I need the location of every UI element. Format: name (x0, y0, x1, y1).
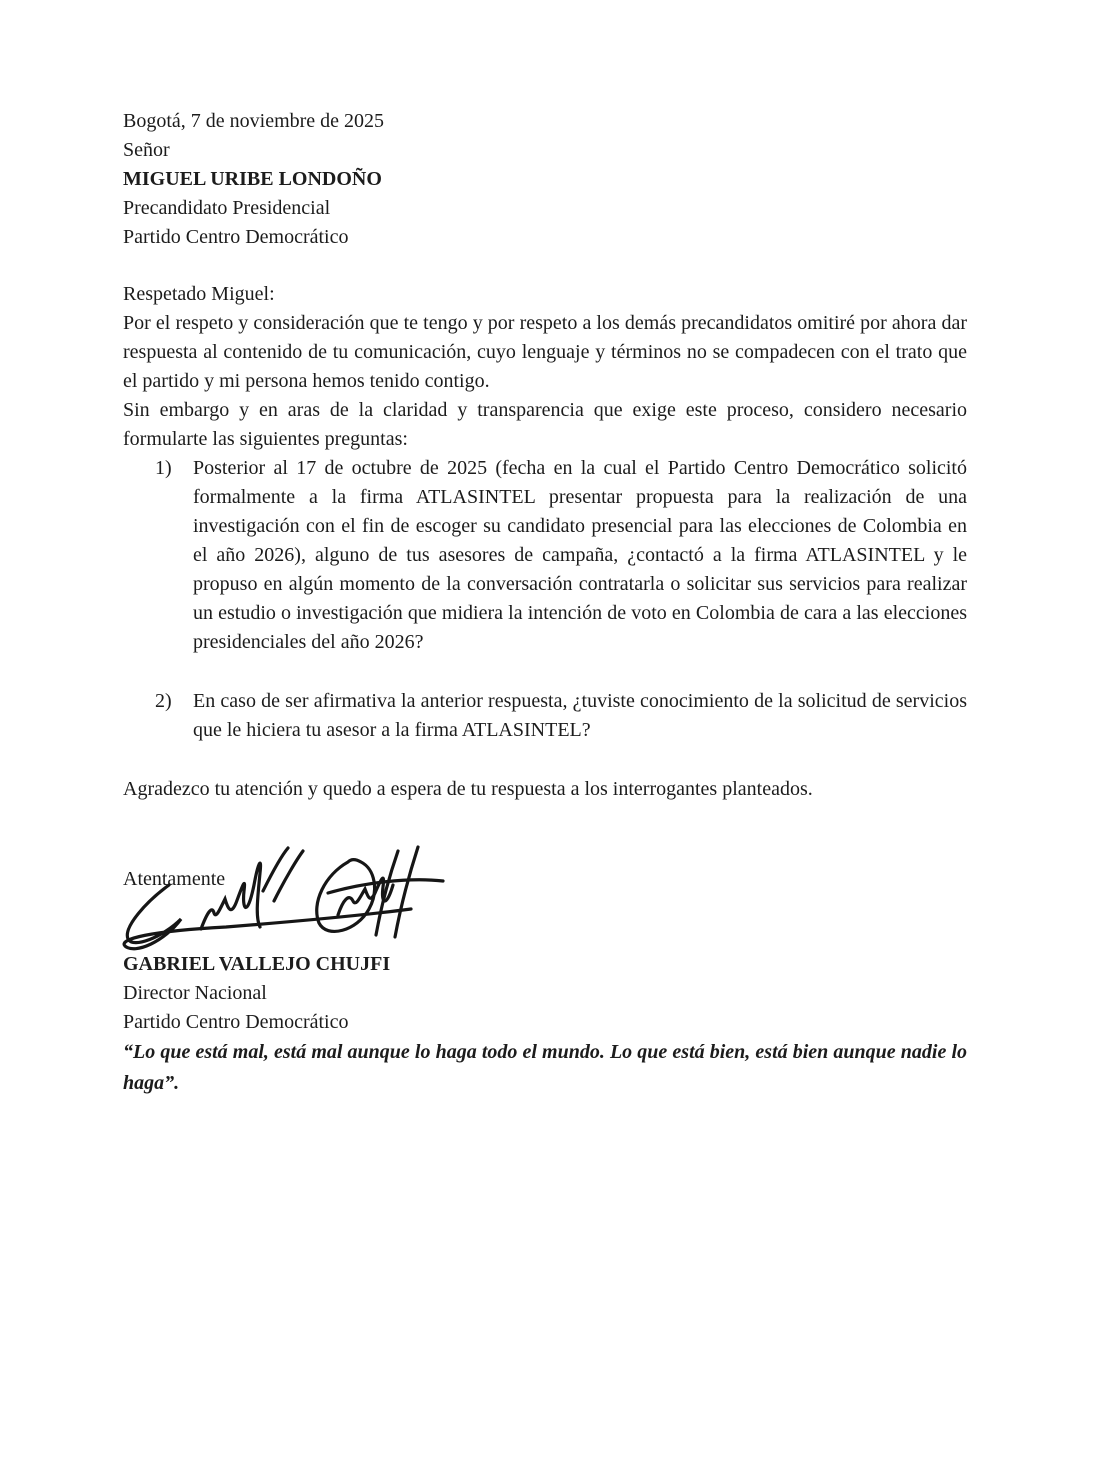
body-paragraph-1: Por el respeto y consideración que te tengo y por respeto a los demás precandidatos omitiré por ahora dar respuesta al contenido de tu comunicación, cuyo lenguaje y términos no se compadecen con el trato que el partido y mi persona hemos tenido contigo. (123, 312, 967, 392)
recipient-name: MIGUEL URIBE LONDOÑO (123, 168, 382, 190)
valediction: Atentamente (123, 868, 226, 890)
question-number: 1) (155, 457, 172, 479)
greeting: Respetado Miguel: (123, 283, 275, 305)
question-text: Posterior al 17 de octubre de 2025 (fecha en la cual el Partido Centro Democrático solicitó formalmente a la firma ATLASINTEL presentar propuesta para la realización de una investigación con el fin de escoger su candidato presencial para las elecciones de Colombia en el año 2026), alguno de tus asesores de campaña, ¿contactó a la firma ATLASINTEL y le propuso en algún momento de la conversación contratarla o solicitar sus servicios para realizar un estudio o investigación que midiera la intención de voto en Colombia de cara a las elecciones presidenciales del año 2026? (193, 457, 967, 653)
motto-quote: “Lo que está mal, está mal aunque lo haga todo el mundo. Lo que está bien, está bien aunque nadie lo haga”. (123, 1041, 967, 1094)
recipient-organization: Partido Centro Democrático (123, 226, 349, 248)
recipient-salutation: Señor (123, 139, 170, 161)
recipient-title: Precandidato Presidencial (123, 197, 331, 219)
signer-organization: Partido Centro Democrático (123, 1011, 349, 1033)
question-text: En caso de ser afirmativa la anterior respuesta, ¿tuviste conocimiento de la solicitud de servicios que le hiciera tu asesor a la firma ATLASINTEL? (193, 690, 967, 741)
questions-list (123, 454, 967, 745)
recipient-block (123, 136, 967, 252)
signer-title: Director Nacional (123, 982, 267, 1004)
signer-name: GABRIEL VALLEJO CHUJFI (123, 953, 391, 975)
signer-block (123, 950, 967, 1037)
signature-area (123, 865, 967, 950)
question-item-2 (123, 687, 967, 745)
body-paragraph-2: Sin embargo y en aras de la claridad y transparencia que exige este proceso, considero necesario formularte las siguientes preguntas: (123, 399, 967, 450)
question-number: 2) (155, 690, 172, 712)
date-line: Bogotá, 7 de noviembre de 2025 (123, 110, 385, 132)
closing-paragraph: Agradezco tu atención y quedo a espera de tu respuesta a los interrogantes planteados. (123, 778, 813, 800)
question-item-1 (123, 454, 967, 657)
